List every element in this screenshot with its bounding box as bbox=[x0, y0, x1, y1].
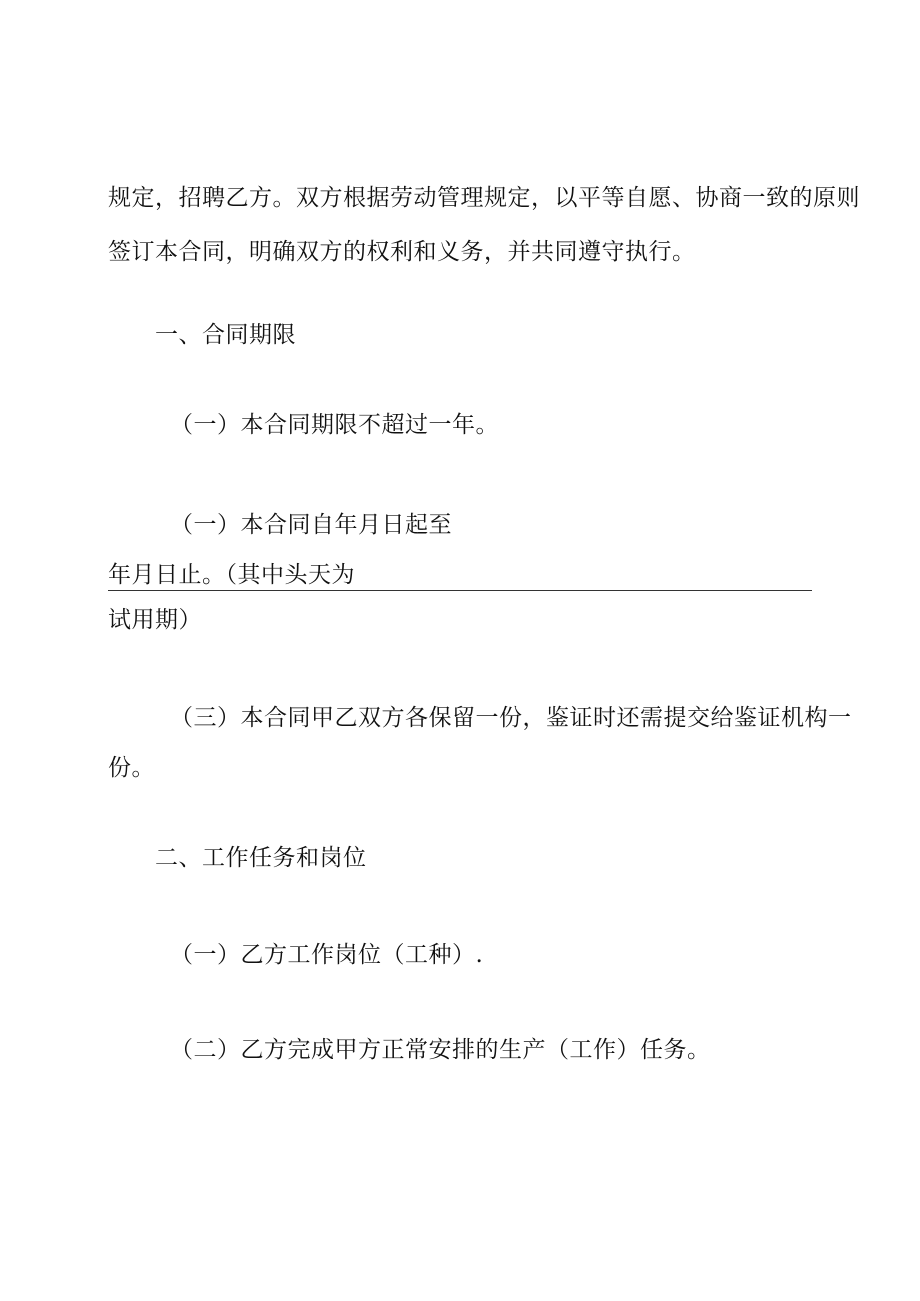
section-1-heading: 一、合同期限 bbox=[155, 322, 296, 348]
section-2-item-1: （一）乙方工作岗位（工种）. bbox=[170, 942, 484, 968]
section-2-heading: 二、工作任务和岗位 bbox=[155, 845, 367, 871]
section-1-item-3-line-1: （三）本合同甲乙双方各保留一份，鉴证时还需提交给鉴证机构一 bbox=[170, 705, 852, 731]
section-1-item-2-line-2: 年月日止。（其中头天为 bbox=[108, 562, 355, 588]
section-1-item-1: （一）本合同期限不超过一年。 bbox=[170, 412, 499, 438]
intro-line-1: 规定，招聘乙方。双方根据劳动管理规定，以平等自愿、协商一致的原则 bbox=[108, 185, 860, 211]
intro-line-2: 签订本合同，明确双方的权利和义务，并共同遵守执行。 bbox=[108, 239, 696, 265]
section-1-item-2-line-1: （一）本合同自年月日起至 bbox=[170, 512, 452, 538]
section-1-item-3-line-2: 份。 bbox=[108, 755, 155, 781]
underline-rule bbox=[108, 590, 812, 591]
section-2-item-2: （二）乙方完成甲方正常安排的生产（工作）任务。 bbox=[170, 1037, 711, 1063]
section-1-item-2-line-3: 试用期） bbox=[108, 607, 202, 633]
